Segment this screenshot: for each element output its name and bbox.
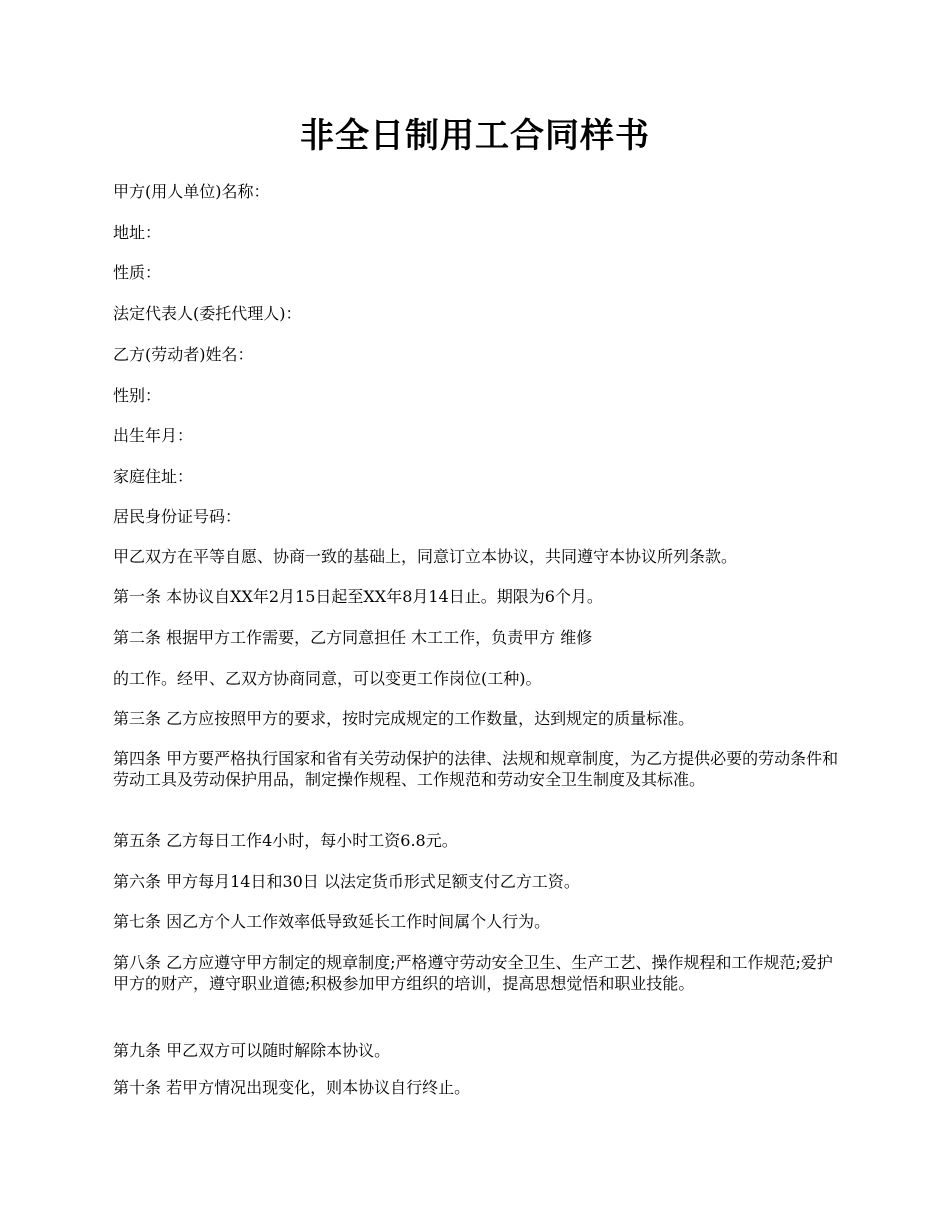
field-employee-name: 乙方(劳动者)姓名： xyxy=(113,345,254,364)
article-3: 第三条 乙方应按照甲方的要求，按时完成规定的工作数量，达到规定的质量标准。 xyxy=(113,709,695,728)
field-id-number: 居民身份证号码： xyxy=(113,507,242,526)
field-home-address: 家庭住址： xyxy=(113,467,194,486)
field-address: 地址： xyxy=(113,223,162,242)
article-2-continued: 的工作。经甲、乙双方协商同意，可以变更工作岗位(工种)。 xyxy=(113,669,542,688)
article-1: 第一条 本协议自XX年2月15日起至XX年8月14日止。期限为6个月。 xyxy=(113,587,603,606)
field-employer-name: 甲方(用人单位)名称： xyxy=(113,182,270,201)
article-9: 第九条 甲乙双方可以随时解除本协议。 xyxy=(113,1041,391,1060)
article-8: 第八条 乙方应遵守甲方制定的规章制度;严格遵守劳动安全卫生、生产工艺、操作规程和工作规范;爱护甲方的财产，遵守职业道德;积极参加甲方组织的培训，提高思想觉悟和职业技能。 xyxy=(113,953,833,993)
article-2: 第二条 根据甲方工作需要，乙方同意担任 木工工作，负责甲方 维修 xyxy=(113,628,593,647)
article-4: 第四条 甲方要严格执行国家和省有关劳动保护的法律、法规和规章制度，为乙方提供必要的劳动条件和劳动工具及劳动保护用品，制定操作规程、工作规范和劳动安全卫生制度及其标准。 xyxy=(113,749,839,789)
field-nature: 性质： xyxy=(113,263,162,282)
preamble-paragraph: 甲乙双方在平等自愿、协商一致的基础上，同意订立本协议，共同遵守本协议所列条款。 xyxy=(113,547,738,566)
field-birth-date: 出生年月： xyxy=(113,426,194,445)
field-legal-representative: 法定代表人(委托代理人)： xyxy=(113,304,302,323)
field-gender: 性别： xyxy=(113,386,162,405)
article-7: 第七条 因乙方个人工作效率低导致延长工作时间属个人行为。 xyxy=(113,912,551,931)
article-10: 第十条 若甲方情况出现变化，则本协议自行终止。 xyxy=(113,1078,471,1097)
article-5: 第五条 乙方每日工作4小时，每小时工资6.8元。 xyxy=(113,831,458,850)
article-6: 第六条 甲方每月14日和30日 以法定货币形式足额支付乙方工资。 xyxy=(113,872,580,891)
document-title: 非全日制用工合同样书 xyxy=(300,116,650,156)
